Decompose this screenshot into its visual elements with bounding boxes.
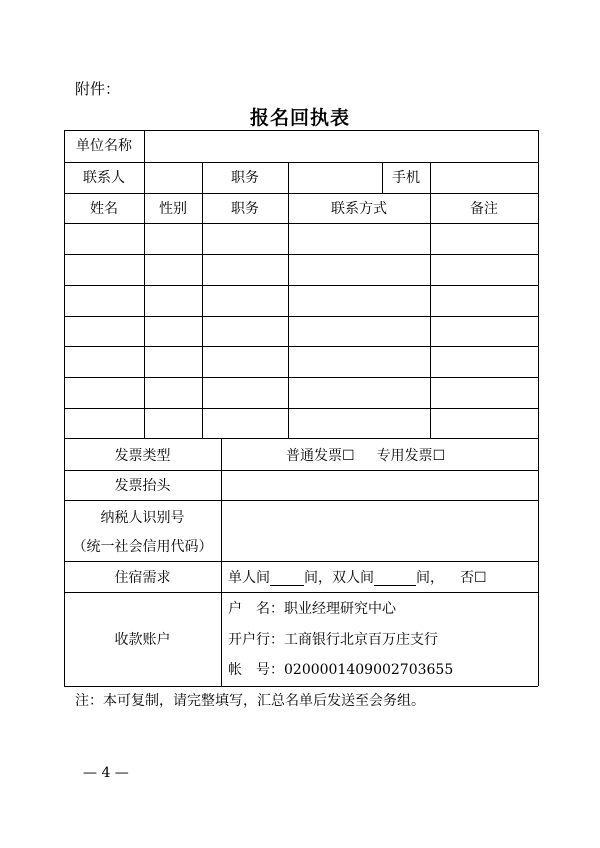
accommodation-options [228, 570, 487, 586]
bank-label: 开户行： [228, 632, 284, 648]
single-room-label: 单人间 [228, 570, 270, 586]
mobile-field[interactable] [431, 163, 537, 192]
accommodation-label: 住宿需求 [114, 570, 171, 586]
column-header-gender: 性别 [159, 201, 187, 217]
account-number-line [228, 662, 453, 678]
account-name-label: 户 名： [228, 601, 284, 617]
table-row[interactable] [65, 347, 537, 377]
unit-name-field[interactable] [145, 131, 537, 161]
invoice-special-checkbox[interactable]: ☐ [432, 448, 446, 464]
invoice-type-options [286, 448, 445, 464]
double-room-label: ，双人间 [318, 570, 374, 586]
mobile-label: 手机 [392, 170, 420, 186]
attachment-label: 附件： [75, 80, 121, 98]
table-row[interactable] [65, 286, 537, 316]
unit-name-label: 单位名称 [76, 138, 132, 154]
single-room-count-field[interactable] [270, 571, 304, 586]
table-row[interactable] [65, 255, 537, 285]
page-number: — 4 — [83, 765, 129, 781]
taxpayer-id-label: 纳税人识别号 [100, 510, 185, 526]
invoice-header-field[interactable] [222, 471, 537, 500]
no-accommodation-label: 否 [460, 570, 474, 586]
payment-account-label: 收款账户 [114, 632, 171, 648]
column-header-contact-method: 联系方式 [331, 201, 387, 217]
double-room-count-field[interactable] [374, 571, 416, 586]
registration-form-table [64, 130, 538, 686]
column-header-remark: 备注 [470, 201, 498, 217]
invoice-header-label: 发票抬头 [114, 478, 171, 494]
footnote: 注：本可复制，请完整填写，汇总名单后发送至会务组。 [75, 693, 425, 709]
account-name-value: 职业经理研究中心 [284, 601, 396, 617]
bank-value: 工商银行北京百万庄支行 [284, 632, 438, 648]
table-row[interactable] [65, 317, 537, 346]
form-title: 报名回执表 [249, 107, 350, 129]
column-header-name: 姓名 [90, 201, 118, 217]
no-accommodation-checkbox[interactable]: ☐ [474, 570, 487, 586]
table-row[interactable] [65, 409, 537, 438]
contact-field[interactable] [145, 163, 201, 192]
account-number-label: 帐 号： [228, 662, 284, 678]
credit-code-label: （统一社会信用代码） [72, 539, 213, 555]
invoice-special-label: 专用发票 [376, 448, 433, 464]
account-name-line [228, 601, 396, 617]
invoice-ordinary-checkbox[interactable]: ☐ [342, 448, 355, 464]
position-field[interactable] [289, 163, 381, 192]
double-room-unit: 间， [416, 570, 444, 586]
contact-label: 联系人 [83, 170, 125, 186]
invoice-type-label: 发票类型 [114, 448, 171, 464]
bank-line [228, 632, 438, 648]
account-number-value: 0200001409002703655 [284, 662, 454, 678]
taxpayer-id-field[interactable] [222, 501, 537, 561]
single-room-unit: 间 [304, 570, 318, 586]
table-row[interactable] [65, 378, 537, 408]
table-row[interactable] [65, 224, 537, 254]
invoice-ordinary-label: 普通发票 [286, 448, 342, 464]
column-header-position: 职务 [231, 201, 259, 217]
position-label: 职务 [231, 170, 259, 186]
